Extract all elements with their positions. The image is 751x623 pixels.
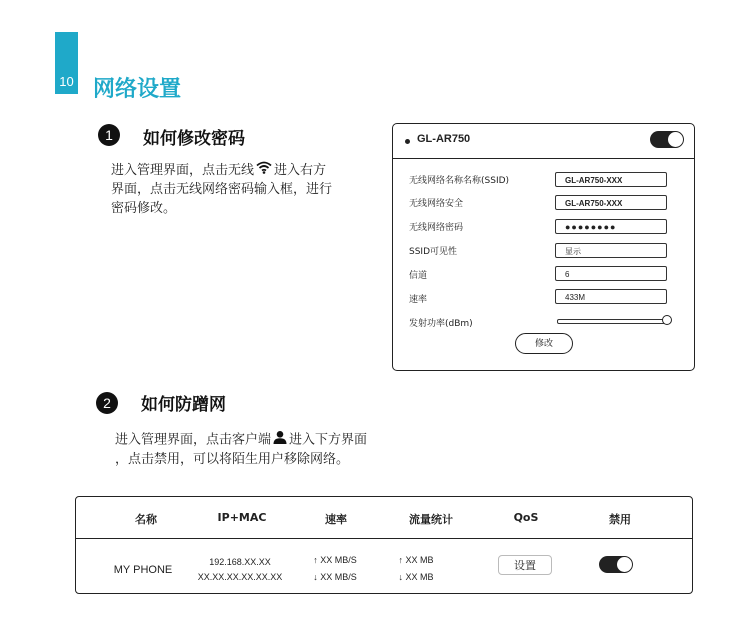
security-input[interactable]: GL-AR750-XXX [555,195,667,210]
qos-settings-button[interactable]: 设置 [498,555,552,575]
section2-text-a: 进入管理界面，点击客户端 [115,432,272,448]
col-header-ip-mac: IP+MAC [217,511,267,524]
password-label: 无线网络密码 [409,223,464,233]
wifi-settings-panel [392,123,695,371]
power-slider-handle[interactable] [662,315,672,325]
step-number-2: 2 [96,392,118,414]
section1-text-b: 进入右方 [274,163,327,178]
col-header-name: 名称 [135,513,157,526]
security-label: 无线网络安全 [409,199,464,209]
wifi-icon [256,161,272,180]
section1-heading: 如何修改密码 [143,129,245,149]
client-traffic-down: ↓ XX MB [398,572,434,582]
col-header-qos: QoS [513,511,539,524]
toggle-knob [668,132,683,147]
client-traffic-up: ↑ XX MB [398,555,434,565]
client-rate-down: ↓ XX MB/S [313,572,357,582]
client-rate-up: ↑ XX MB/S [313,555,357,565]
client-name: MY PHONE [113,564,173,576]
client-ip: 192.168.XX.XX [209,557,271,567]
wifi-toggle[interactable] [650,131,684,148]
step-number-1: 1 [98,124,120,146]
section2-text-c: ，点击禁用，可以将陌生用户移除网络。 [115,452,350,467]
power-label: 发射功率(dBm) [409,319,473,329]
client-table [75,496,693,594]
block-toggle[interactable] [599,556,633,573]
user-icon [273,430,287,450]
modify-button[interactable]: 修改 [515,333,573,354]
section1-text-c: 界面，点击无线网络密码输入框，进行 [111,182,333,197]
ssid-name-label: 无线网络名称名称(SSID) [409,176,510,186]
section2-text-b: 进入下方界面 [289,432,368,448]
section2-heading: 如何防蹭网 [141,395,226,415]
rate-label: 速率 [409,295,428,305]
col-header-rate: 速率 [325,513,347,526]
page-number: 10 [59,74,74,89]
visibility-label: SSID可见性 [409,247,458,257]
col-header-block: 禁用 [609,513,631,526]
client-mac: XX.XX.XX.XX.XX.XX [197,572,283,582]
section1-text-d: 密码修改。 [111,201,177,216]
section2-paragraph [115,430,445,469]
ssid-name-input[interactable]: GL-AR750-XXX [555,172,667,187]
header-divider [76,538,692,539]
toggle-knob [617,557,632,572]
power-slider-track[interactable] [557,319,665,324]
channel-input[interactable]: 6 [555,266,667,281]
visibility-select[interactable]: 显示 [555,243,667,258]
status-dot [405,139,410,144]
password-input[interactable]: ●●●●●●●● [555,219,667,234]
col-header-traffic: 流量统计 [409,513,453,526]
ssid-label: GL-AR750 [417,133,471,145]
channel-label: 信道 [409,271,428,281]
panel-header [393,124,694,159]
page-title: 网络设置 [93,77,182,102]
section1-paragraph [111,161,391,218]
rate-input[interactable]: 433M [555,289,667,304]
section1-text-a: 进入管理界面，点击无线 [111,163,255,178]
